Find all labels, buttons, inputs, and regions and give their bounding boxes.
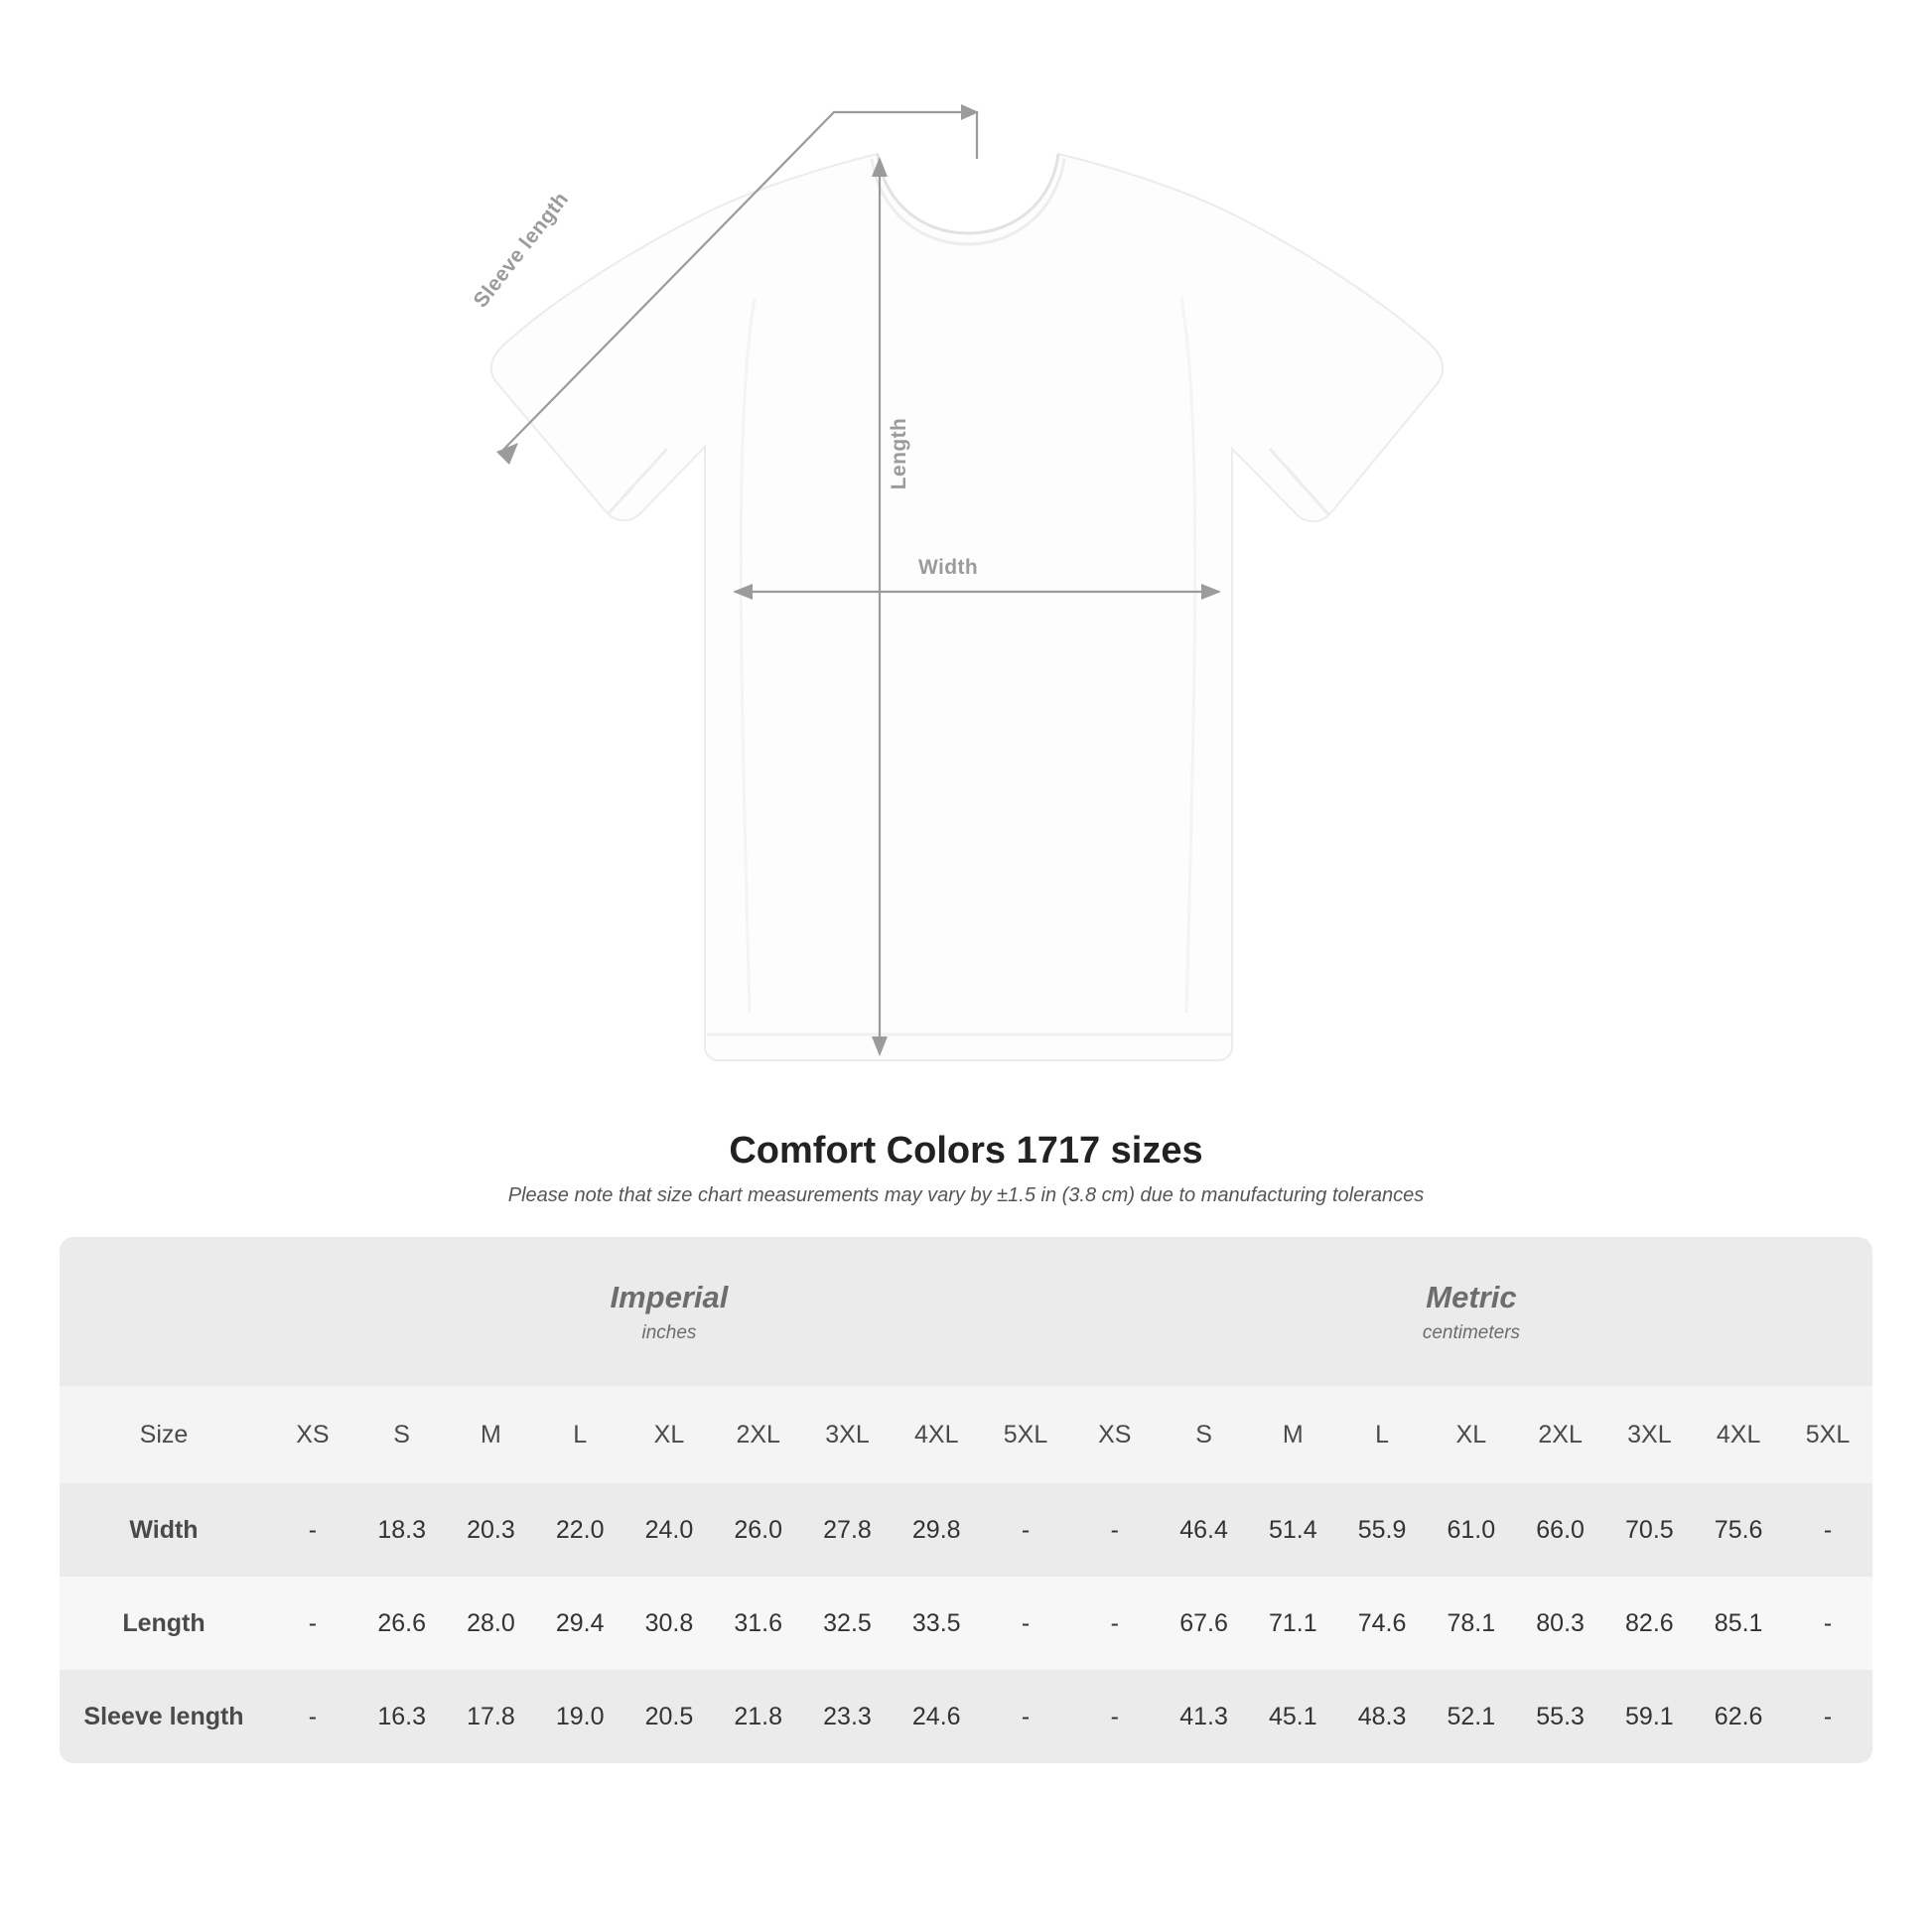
cell: 71.1	[1248, 1577, 1337, 1670]
cell: 28.0	[447, 1577, 536, 1670]
cell: 82.6	[1604, 1577, 1694, 1670]
cell: 41.3	[1160, 1670, 1249, 1763]
unit-name-imperial: Imperial	[610, 1280, 729, 1315]
cell: 78.1	[1427, 1577, 1516, 1670]
cell: 22.0	[535, 1483, 624, 1577]
width-label: Width	[918, 556, 979, 579]
cell: 17.8	[447, 1670, 536, 1763]
title-block	[0, 1130, 1932, 1207]
cell: -	[1070, 1483, 1160, 1577]
cell: 29.4	[535, 1577, 624, 1670]
unit-header-row	[60, 1237, 1872, 1386]
cell: 29.8	[892, 1483, 981, 1577]
cell: 20.3	[447, 1483, 536, 1577]
tshirt-shape	[491, 131, 1443, 1060]
cell: 45.1	[1248, 1670, 1337, 1763]
size-col-header: XL	[624, 1386, 714, 1483]
cell: 59.1	[1604, 1670, 1694, 1763]
size-col-header: S	[357, 1386, 447, 1483]
size-col-header: XS	[1070, 1386, 1160, 1483]
cell: 66.0	[1516, 1483, 1605, 1577]
size-col-header: L	[535, 1386, 624, 1483]
row-label-sleeve-length: Sleeve length	[60, 1670, 268, 1763]
size-col-header: XS	[268, 1386, 357, 1483]
sleeve-length-label: Sleeve length	[469, 188, 574, 313]
cell: 20.5	[624, 1670, 714, 1763]
size-header-label: Size	[60, 1386, 268, 1483]
unit-header-spacer	[60, 1237, 268, 1386]
table-row	[60, 1670, 1872, 1763]
cell: -	[1070, 1670, 1160, 1763]
unit-header-imperial	[268, 1237, 1070, 1386]
page-title: Comfort Colors 1717 sizes	[729, 1130, 1203, 1172]
cell: 62.6	[1694, 1670, 1783, 1763]
cell: 61.0	[1427, 1483, 1516, 1577]
cell: 24.0	[624, 1483, 714, 1577]
cell: -	[268, 1670, 357, 1763]
cell: 46.4	[1160, 1483, 1249, 1577]
size-col-header: L	[1337, 1386, 1427, 1483]
cell: 33.5	[892, 1577, 981, 1670]
size-col-header: 3XL	[803, 1386, 893, 1483]
cell: 16.3	[357, 1670, 447, 1763]
cell: 18.3	[357, 1483, 447, 1577]
size-chart-table-wrapper	[60, 1237, 1872, 1763]
cell: 85.1	[1694, 1577, 1783, 1670]
size-col-header: M	[1248, 1386, 1337, 1483]
cell: 26.6	[357, 1577, 447, 1670]
cell: 74.6	[1337, 1577, 1427, 1670]
cell: -	[1070, 1577, 1160, 1670]
cell: -	[981, 1577, 1070, 1670]
cell: 31.6	[714, 1577, 803, 1670]
cell: 70.5	[1604, 1483, 1694, 1577]
size-col-header: S	[1160, 1386, 1249, 1483]
tolerance-note: Please note that size chart measurements may vary by ±1.5 in (3.8 cm) due to manufacturing tolerances	[507, 1184, 1425, 1206]
unit-name-metric: Metric	[1426, 1280, 1517, 1315]
size-col-header: 4XL	[1694, 1386, 1783, 1483]
size-col-header: 5XL	[981, 1386, 1070, 1483]
cell: 75.6	[1694, 1483, 1783, 1577]
size-col-header: 4XL	[892, 1386, 981, 1483]
size-col-header: 3XL	[1604, 1386, 1694, 1483]
cell: 48.3	[1337, 1670, 1427, 1763]
row-label-length: Length	[60, 1577, 268, 1670]
cell: 32.5	[803, 1577, 893, 1670]
cell: 51.4	[1248, 1483, 1337, 1577]
size-chart-table	[60, 1237, 1872, 1763]
cell: 24.6	[892, 1670, 981, 1763]
cell: 23.3	[803, 1670, 893, 1763]
size-col-header: 2XL	[714, 1386, 803, 1483]
cell: 21.8	[714, 1670, 803, 1763]
cell: 80.3	[1516, 1577, 1605, 1670]
cell: 19.0	[535, 1670, 624, 1763]
size-col-header: 5XL	[1783, 1386, 1872, 1483]
cell: 55.3	[1516, 1670, 1605, 1763]
size-header-row	[60, 1386, 1872, 1483]
unit-header-metric	[1070, 1237, 1872, 1386]
cell: -	[1783, 1577, 1872, 1670]
unit-sub-imperial: inches	[641, 1321, 697, 1343]
row-label-width: Width	[60, 1483, 268, 1577]
cell: -	[981, 1670, 1070, 1763]
cell: -	[1783, 1483, 1872, 1577]
cell: 67.6	[1160, 1577, 1249, 1670]
table-row	[60, 1577, 1872, 1670]
size-col-header: XL	[1427, 1386, 1516, 1483]
cell: -	[981, 1483, 1070, 1577]
unit-sub-metric: centimeters	[1422, 1321, 1521, 1343]
table-row	[60, 1483, 1872, 1577]
cell: 26.0	[714, 1483, 803, 1577]
length-label: Length	[888, 417, 911, 490]
cell: 52.1	[1427, 1670, 1516, 1763]
cell: -	[1783, 1670, 1872, 1763]
cell: -	[268, 1577, 357, 1670]
cell: 27.8	[803, 1483, 893, 1577]
size-col-header: 2XL	[1516, 1386, 1605, 1483]
size-col-header: M	[447, 1386, 536, 1483]
cell: 30.8	[624, 1577, 714, 1670]
cell: 55.9	[1337, 1483, 1427, 1577]
cell: -	[268, 1483, 357, 1577]
